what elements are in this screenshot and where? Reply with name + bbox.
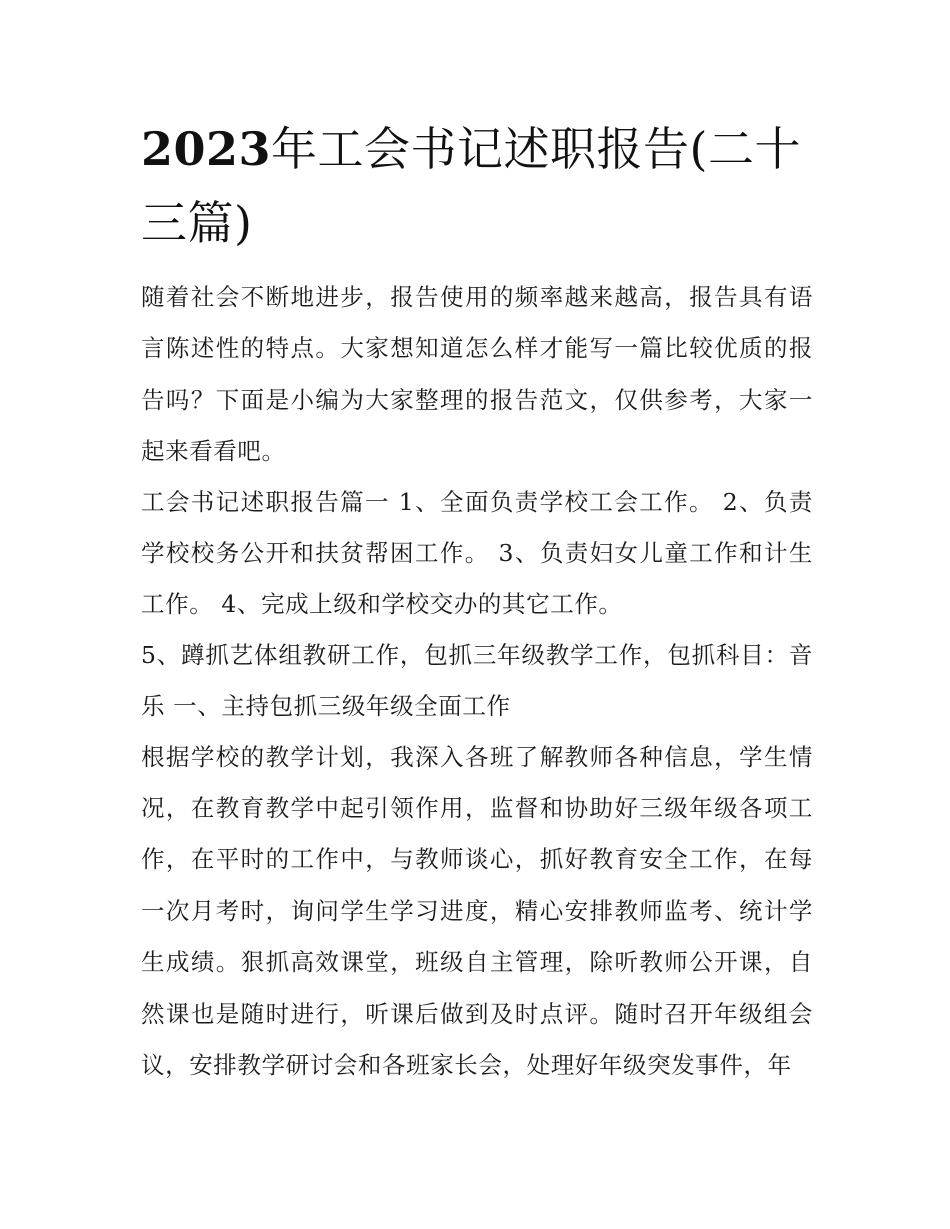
document-content <box>141 112 813 1091</box>
document-title <box>141 112 813 260</box>
subject-paragraph: 5、蹲抓艺体组教研工作，包抓三年级教学工作，包抓科目：音乐 一、主持包抓三级年级全面工作 <box>141 640 813 721</box>
title-text: 年工会书记述职报告(二十三篇) <box>141 122 801 250</box>
intro-paragraph: 随着社会不断地进步，报告使用的频率越来越高，报告具有语言陈述性的特点。大家想知道怎么样才能写一篇比较优质的报告吗？下面是小编为大家整理的报告范文，仅供参考，大家一起来看看吧。 <box>141 283 813 466</box>
work-paragraph: 根据学校的教学计划，我深入各班了解教师各种信息，学生情况，在教育教学中起引领作用，监督和协助好三级年级各项工作，在平时的工作中，与教师谈心，抓好教育安全工作，在每一次月考时，询问学生学习进度，精心安排教师监考、统计学生成绩。狠抓高效课堂，班级自主管理，除听教师公开课，自然课也是随时进行，听课后做到及时点评。随时召开年级组会议，安排教学研讨会和各班家长会，处理好年级突发事件，年 <box>141 742 813 1080</box>
document-body <box>141 272 813 1092</box>
title-year: 2023 <box>141 122 272 176</box>
duty-paragraph: 工会书记述职报告篇一 1、全面负责学校工会工作。 2、负责学校校务公开和扶贫帮困工作。 3、负责妇女儿童工作和计生工作。 4、完成上级和学校交办的其它工作。 <box>141 487 813 619</box>
